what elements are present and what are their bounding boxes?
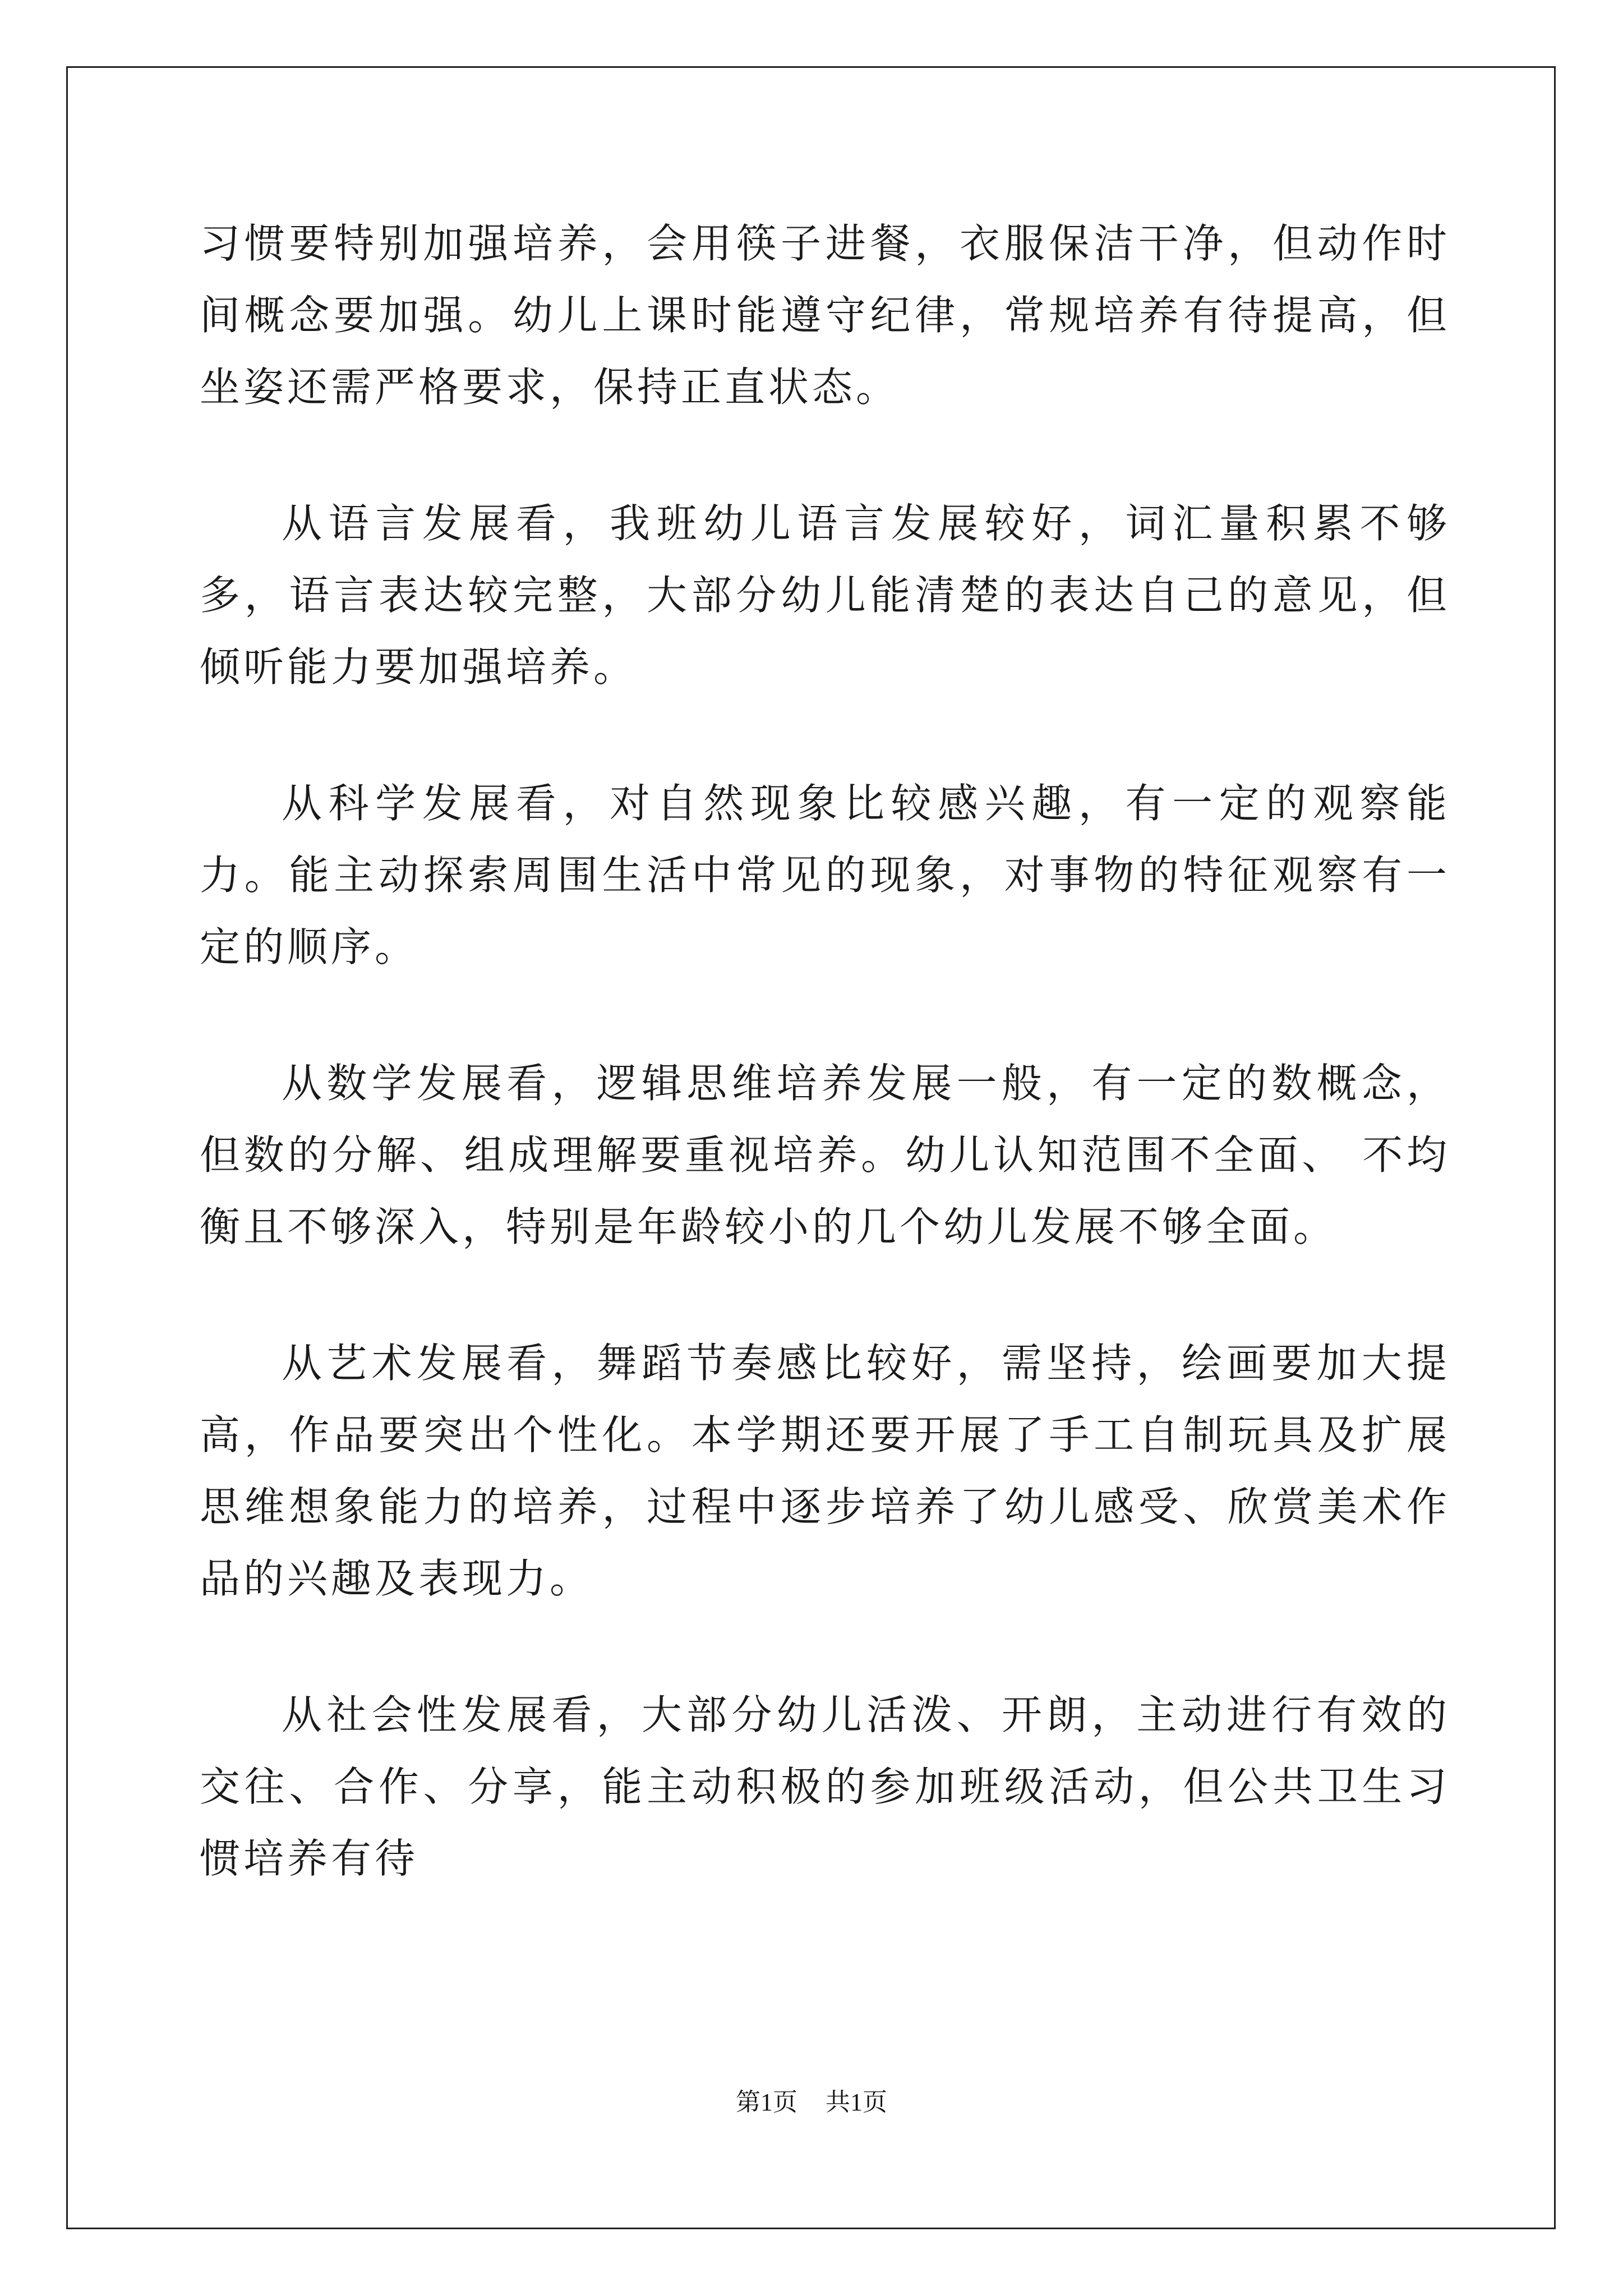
paragraph-habits: 习惯要特别加强培养，会用筷子进餐，衣服保洁干净，但动作时间概念要加强。幼儿上课时能遵守纪律，常规培养有待提高，但坐姿还需严格要求，保持正直状态。: [200, 220, 1450, 411]
page-footer: [0, 2086, 1623, 2119]
paragraph-science: 从科学发展看，对自然现象比较感兴趣，有一定的观察能力。能主动探索周围生活中常见的现象，对事物的特征观察有一定的顺序。: [200, 780, 1450, 970]
paragraph-math: 从数学发展看，逻辑思维培养发展一般，有一定的数概念，但数的分解、组成理解要重视培养。幼儿认知范围不全面、 不均衡且不够深入，特别是年龄较小的几个幼儿发展不够全面。: [200, 1060, 1450, 1250]
paragraph-art: 从艺术发展看，舞蹈节奏感比较好，需坚持，绘画要加大提高，作品要突出个性化。本学期还要开展了手工自制玩具及扩展思维想象能力的培养，过程中逐步培养了幼儿感受、欣赏美术作品的兴趣及表现力。: [200, 1340, 1450, 1602]
page-number: 第1页: [736, 2088, 797, 2116]
paragraph-language: 从语言发展看，我班幼儿语言发展较好，词汇量积累不够多，语言表达较完整，大部分幼儿能清楚的表达自己的意见，但倾听能力要加强培养。: [200, 500, 1450, 691]
page-total: 共1页: [826, 2088, 887, 2116]
document-body: [200, 208, 1450, 1959]
paragraph-social: 从社会性发展看，大部分幼儿活泼、开朗，主动进行有效的交往、合作、分享，能主动积极的参加班级活动，但公共卫生习惯培养有待: [200, 1691, 1450, 1882]
